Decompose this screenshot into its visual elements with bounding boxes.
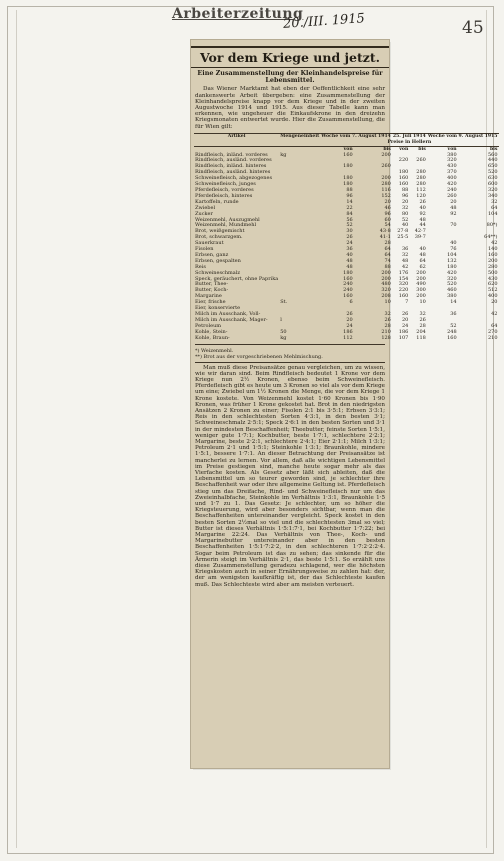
- price-cell: 96: [401, 192, 409, 199]
- price-cell: 220: [398, 157, 409, 164]
- price-cell: 200: [416, 275, 426, 282]
- price-cell: 26: [346, 311, 353, 318]
- price-cell: 10: [419, 299, 426, 306]
- price-cell: 500: [487, 269, 498, 276]
- row-unit: kg: [280, 151, 287, 158]
- price-cell: 440: [487, 157, 498, 164]
- price-cell: 380: [447, 151, 457, 158]
- price-cell: 42·7: [414, 228, 426, 235]
- price-cell: 56: [346, 216, 353, 223]
- row-label: Kartoffeln, runde: [195, 198, 239, 205]
- row-label: Weizenmehl, Auszugmehl: [195, 216, 260, 223]
- newspaper-stamp: Arbeiterzeitung: [172, 6, 304, 22]
- row-unit: l: [280, 316, 282, 323]
- table-row: [194, 336, 499, 342]
- row-label: Fisolen: [195, 246, 214, 253]
- price-cell: 260: [447, 192, 457, 199]
- subheader-cell: von: [399, 146, 409, 152]
- row-label: Pferdefleisch, vorderes: [195, 186, 254, 193]
- price-cell: 280: [416, 175, 426, 182]
- row-label: Milch im Ausschank, Mager-: [195, 316, 268, 323]
- row-label: Speck, geräuchert, ohne Paprika: [195, 275, 279, 282]
- row-label: Weizenmehl, Mundmehl: [195, 222, 257, 229]
- row-label: Kohle, Stein-: [195, 328, 228, 335]
- price-cell: 46: [384, 204, 391, 211]
- row-label: Reis: [195, 263, 206, 270]
- price-cell: 240: [343, 287, 353, 294]
- price-cell: 96: [346, 192, 353, 199]
- table-end-rule: [195, 344, 385, 345]
- price-cell: 26: [401, 311, 409, 318]
- price-cell: 40: [346, 251, 353, 258]
- price-cell: 74: [384, 257, 391, 264]
- row-label: Kohle, Braun-: [195, 334, 230, 341]
- price-cell: 70: [450, 222, 457, 229]
- price-cell: 60: [384, 216, 391, 223]
- price-cell: 320: [447, 157, 457, 164]
- price-cell: 180: [343, 163, 353, 170]
- price-cell: 430: [447, 163, 457, 170]
- price-header: Preise in Hellern: [387, 139, 432, 145]
- price-cell: 32: [401, 251, 409, 258]
- price-cell: 210: [487, 334, 498, 341]
- price-cell: 160: [398, 175, 409, 182]
- price-cell: 92: [419, 210, 426, 217]
- price-cell: 186: [398, 328, 409, 335]
- price-cell: 180: [398, 169, 409, 176]
- article-body: Man muß diese Preisansätze genau vergleichen, um zu wissen, wie wir daran sind. Beim Rindfleisch bedeutet 1 Krone vor dem Kriege nun 2½ Kronen, ebenso beim Schweinefleisch. Pferdefleisch gibt es heute um 3 Kronen so viel als vor dem Kriege um eine; Zwiebel um 1½ Kronen die Menge, die vor dem Kriege 1 Krone kostete. Von Weizenmehl kostet 1·60 Kronen bis 1·90 Kronen, was früher 1 Krone gekostet hat. Brot in den niedrigsten Ansätzen 2 Kronen zu einer; Fisolen 2:1 bis 3·5:1; Erbsen 3·3:1; Reis in den schlechtesten Sorten 4·3:1, in den besten 3·1; Schweineschmalz 2·5:1; Speck 2·6:1 in den besten Sorten und 3·1 in der mindesten Beschaffenheit; Theebutter, feinste Sorten 1·5:1, weniger gute 1·7:1; Kochbutter, beste 1·7:1, schlechtere 2·2:1; Margarine, beste 2·2:1, schlechtere 2·4:1; Eier 2·1:1; Milch 1·3:1; Petroleum 2·1 und 1·5:1; Steinkohle 1·3:1; Braunkohle, mindere 1·5:1, bessere 1·7:1. An dieser Betrachtung der Preisansätze ist mancherlei zu lernen. Vor allem, daß alle wichtigen Lebensmittel im Preise gestiegen sind, manche heute sogar mehr als das Vierfache kosten. Als Gesetz aber läßt sich ableiten, daß die Lebensmittel um so teurer geworden sind, je schlechter ihre Beschaffenheit war oder ihre allgemeine Geltung ist. Pferdefleisch stieg um das Dreifache, Rind- und Schweinefleisch nur um das Zweieinhalbfache, Steinkohle im Verhältnis 1·3:1, Braunkohle 1·5 und 1·7 zu 1. Das Gesetz: Je schlechter, um so höher die Kriegsteuerung, wird aber besonders sichtbar, wenn man die Beschaffenheiten untereinander vergleicht. Speck kostet in den besten Sorten 2½mal so viel und die schlechtesten 3mal so viel; Butter ist dieses Verhältnis 1·5:1:7·1, bei Kochbutter 1·7:22; bei Margarine 22:24. Das Verhältnis von Thee-, Koch- und Margarinebutter untereinander aber in den besten Beschaffenheiten 1·5:1·7:2·2, in den schlechteren 1·7:2·2:2·4. Sogar beim Petroleum ist das zu sehen; das sinkende für die Ärmerin steigt im Verhältnis 2·1, das beste 1·5:1. So erzählt uns diese Zusammenstellung geradezu schlagend, wer die höchsten Kriegskosten auch in seiner Ernährungsweise zu zahlen hat: der, der am wenigsten kaufkräftig ist, der das Schlechteste kaufen muß. Das Schlechteste wird aber am meisten verteuert.: [195, 364, 385, 588]
- price-cell: 160: [398, 181, 409, 188]
- row-label: Brot, weißgemischt: [195, 228, 245, 235]
- price-cell: 320: [381, 287, 391, 294]
- article-headline: Vor dem Kriege und jetzt.: [191, 46, 389, 68]
- row-label: Rindfleisch, ausländ. vorderes: [195, 157, 272, 164]
- price-cell: 160: [343, 293, 353, 300]
- price-cell: 650: [487, 163, 498, 170]
- price-cell: 25·5: [397, 234, 409, 241]
- price-cell: 280: [416, 169, 426, 176]
- date-header-2: 25. Juli 1914: [392, 133, 426, 139]
- price-table: [194, 133, 499, 342]
- row-label: Erbsen, gespalten: [195, 257, 241, 264]
- price-cell: 26: [346, 234, 353, 241]
- price-cell: 64: [491, 204, 498, 211]
- price-cell: 92: [450, 210, 457, 217]
- price-cell: 26: [384, 316, 391, 323]
- price-cell: 80*): [486, 222, 498, 229]
- unit-col-header: Mengeneinheit: [280, 133, 320, 139]
- price-cell: 20: [401, 198, 409, 205]
- price-cell: 40: [419, 246, 426, 253]
- price-cell: 160: [398, 293, 409, 300]
- price-cell: 400: [447, 175, 457, 182]
- price-cell: 39·7: [414, 234, 426, 241]
- row-label: Rindfleisch, inländ. vorderes: [195, 151, 268, 158]
- price-cell: 112: [416, 186, 426, 193]
- price-cell: 40: [401, 222, 409, 229]
- price-cell: 512: [487, 287, 498, 294]
- price-cell: 160: [487, 251, 498, 258]
- price-cell: 116: [381, 186, 391, 193]
- date-header-1: Woche vom 7. August 1914: [321, 133, 391, 139]
- price-cell: 152: [381, 192, 391, 199]
- price-cell: 88: [346, 186, 353, 193]
- price-cell: 620: [487, 281, 498, 288]
- subheader-cell: von: [447, 146, 457, 152]
- row-label: Brot, schwarzgem.: [195, 234, 243, 241]
- newspaper-clipping: [191, 40, 498, 768]
- price-cell: 180: [447, 263, 457, 270]
- row-label: Rindfleisch, ausländ. hinteres: [195, 169, 271, 176]
- price-cell: 118: [416, 334, 426, 341]
- price-cell: 20: [384, 198, 391, 205]
- row-unit: 50: [280, 328, 287, 335]
- subheader-cell: bis: [418, 146, 426, 152]
- price-cell: 42: [491, 311, 498, 318]
- subheader-cell: von: [343, 146, 353, 152]
- price-cell: 52: [346, 222, 353, 229]
- date-header-3: Woche vom 9. August 1915: [427, 133, 498, 139]
- price-cell: 20: [450, 198, 457, 205]
- price-cell: 104: [487, 210, 498, 217]
- row-label: Petroleum: [195, 322, 222, 329]
- price-cell: 420: [447, 181, 457, 188]
- price-cell: 204: [416, 328, 426, 335]
- price-cell: 270: [487, 328, 498, 335]
- price-cell: 10: [384, 299, 391, 306]
- article-col-header: Artikel: [227, 133, 246, 139]
- price-cell: 84: [346, 210, 353, 217]
- row-label: Eier, konservierte: [195, 305, 241, 312]
- price-cell: 32: [491, 198, 498, 205]
- price-cell: 340: [487, 192, 498, 199]
- price-cell: 490: [416, 281, 426, 288]
- price-cell: 14: [346, 198, 353, 205]
- subheader-cell: bis: [489, 146, 498, 152]
- price-cell: 176: [398, 269, 409, 276]
- price-cell: 52: [401, 216, 409, 223]
- price-cell: 43·8: [379, 228, 391, 235]
- price-cell: 88: [384, 263, 391, 270]
- price-cell: 128: [381, 334, 391, 341]
- footnote-rule: [195, 362, 385, 363]
- price-cell: 20: [491, 299, 498, 306]
- price-cell: 208: [381, 293, 391, 300]
- price-cell: 200: [487, 257, 498, 264]
- price-cell: 280: [416, 181, 426, 188]
- price-cell: 27·8: [397, 228, 409, 235]
- row-label: Margarine: [195, 293, 222, 300]
- row-unit: St.: [280, 299, 288, 306]
- price-cell: 64: [384, 246, 391, 253]
- price-cell: 96: [384, 210, 391, 217]
- price-cell: 40: [450, 240, 457, 247]
- price-cell: 240: [447, 186, 457, 193]
- price-cell: 180: [343, 175, 353, 182]
- price-cell: 36: [401, 246, 409, 253]
- price-cell: 160: [447, 334, 457, 341]
- price-cell: 160: [343, 275, 353, 282]
- row-label: Zucker: [195, 210, 213, 217]
- price-cell: 220: [398, 287, 409, 294]
- price-cell: 104: [447, 251, 457, 258]
- row-label: Milch im Ausschank, Voll-: [195, 311, 261, 318]
- price-cell: 320: [487, 186, 498, 193]
- price-cell: 240: [343, 281, 353, 288]
- price-cell: 14: [450, 299, 457, 306]
- price-cell: 30: [346, 228, 353, 235]
- price-cell: 80: [401, 210, 409, 217]
- price-cell: 48: [419, 216, 426, 223]
- price-cell: 154: [398, 275, 409, 282]
- price-cell: 32: [384, 311, 391, 318]
- row-label: Sauerkraut: [195, 240, 224, 247]
- price-cell: 40: [419, 204, 426, 211]
- row-label: Schweinefleisch, junges: [195, 181, 256, 188]
- price-cell: 107: [398, 334, 409, 341]
- price-cell: 420: [447, 269, 457, 276]
- price-cell: 24: [401, 322, 409, 329]
- price-cell: 6: [349, 299, 353, 306]
- price-cell: 112: [343, 334, 353, 341]
- row-label: Butter, Thee-: [195, 281, 229, 288]
- row-label: Rindfleisch, inländ. hinteres: [195, 163, 267, 170]
- price-cell: 7: [405, 299, 409, 306]
- row-label: Erbsen, ganz: [195, 251, 229, 258]
- handwritten-date: 20./III. 1915: [282, 11, 366, 32]
- price-cell: 64: [419, 257, 426, 264]
- price-cell: 630: [487, 175, 498, 182]
- price-cell: 210: [381, 328, 391, 335]
- row-label: Pferdefleisch, hinteres: [195, 192, 253, 199]
- price-cell: 560: [487, 151, 498, 158]
- price-cell: 36: [450, 311, 457, 318]
- price-cell: 200: [381, 269, 391, 276]
- price-cell: 460: [447, 287, 457, 294]
- price-cell: 180: [343, 181, 353, 188]
- price-cell: 160: [343, 151, 353, 158]
- price-cell: 44: [419, 222, 426, 229]
- price-cell: 28: [384, 240, 391, 247]
- price-cell: 480: [381, 281, 391, 288]
- row-label: Eier, frische: [195, 299, 226, 306]
- footnotes: [195, 348, 385, 360]
- price-cell: 54: [384, 222, 391, 229]
- price-cell: 248: [447, 328, 457, 335]
- price-cell: 280: [487, 263, 498, 270]
- price-cell: 180: [343, 269, 353, 276]
- price-cell: 22: [346, 204, 353, 211]
- price-cell: 88: [401, 186, 409, 193]
- price-cell: 120: [416, 192, 426, 199]
- price-cell: 52: [450, 322, 457, 329]
- price-cell: 24: [346, 322, 353, 329]
- price-cell: 320: [398, 281, 409, 288]
- price-table-body: [194, 153, 499, 342]
- price-cell: 260: [416, 157, 426, 164]
- price-cell: 24: [346, 240, 353, 247]
- price-cell: 48: [419, 251, 426, 258]
- row-unit: kg: [280, 334, 287, 341]
- row-label: Schweinefleisch, abgezogenes: [195, 175, 273, 182]
- footnote-1: *) Weizenmehl.: [195, 347, 234, 354]
- price-cell: 36: [346, 246, 353, 253]
- price-cell: 42: [491, 240, 498, 247]
- price-cell: 76: [450, 246, 457, 253]
- price-cell: 200: [381, 175, 391, 182]
- price-cell: 380: [447, 293, 457, 300]
- article-intro: Das Wiener Marktamt hat eben der Oeffentlichkeit eine sehr dankenswerte Arbeit übergeben: eine Zusammenstellung der Kleinhandelspreise knapp vor dem Kriege und in der zweiten Augustwoche 1914 und 1915. Aus dieser Tabelle kann man erkennen, wie ungeheuer die Einkaufskrone in den dreizehn Kriegsmonaten entwertet wurde. Hier die Zusammenstellung, die für Wien gilt:: [195, 86, 385, 130]
- price-cell: 520: [447, 281, 457, 288]
- price-cell: 26: [419, 316, 426, 323]
- price-table-wrap: [194, 133, 498, 342]
- price-cell: 300: [416, 287, 426, 294]
- price-cell: 186: [343, 328, 353, 335]
- price-cell: 64: [491, 322, 498, 329]
- price-cell: 430: [487, 275, 498, 282]
- price-cell: 48: [346, 263, 353, 270]
- price-cell: 132: [447, 257, 457, 264]
- footnote-2: **) Brot aus der vorgeschriebenen Mehlmischung.: [195, 353, 323, 360]
- page-number: 45: [462, 18, 484, 38]
- price-cell: 600: [487, 181, 498, 188]
- row-label: Schweineschmalz: [195, 269, 241, 276]
- price-cell: 20: [401, 316, 409, 323]
- price-cell: 64: [384, 251, 391, 258]
- price-cell: 48: [450, 204, 457, 211]
- price-cell: 32: [419, 311, 426, 318]
- price-cell: 280: [381, 181, 391, 188]
- price-cell: 41·1: [379, 234, 391, 241]
- price-cell: 48: [346, 257, 353, 264]
- price-cell: 32: [401, 204, 409, 211]
- price-cell: 200: [381, 151, 391, 158]
- price-cell: 520: [487, 169, 498, 176]
- price-cell: 20: [346, 316, 353, 323]
- price-cell: 200: [381, 275, 391, 282]
- price-cell: 320: [447, 275, 457, 282]
- price-cell: 370: [447, 169, 457, 176]
- article-subhead: Eine Zusammenstellung der Kleinhandelspreise für Lebensmittel.: [197, 69, 383, 85]
- price-cell: 140: [487, 246, 498, 253]
- price-cell: 26: [419, 198, 426, 205]
- price-cell: 200: [416, 293, 426, 300]
- price-cell: 400: [487, 293, 498, 300]
- price-cell: 28: [384, 322, 391, 329]
- price-cell: 28: [419, 322, 426, 329]
- row-label: Zwiebel: [195, 204, 216, 211]
- price-cell: 200: [416, 269, 426, 276]
- row-label: Butter, Koch-: [195, 287, 229, 294]
- price-cell: 62: [419, 263, 426, 270]
- price-cell: 42: [401, 263, 409, 270]
- price-cell: 64**): [484, 234, 498, 241]
- subheader-cell: bis: [383, 146, 391, 152]
- price-cell: 48: [401, 257, 409, 264]
- price-cell: 260: [381, 163, 391, 170]
